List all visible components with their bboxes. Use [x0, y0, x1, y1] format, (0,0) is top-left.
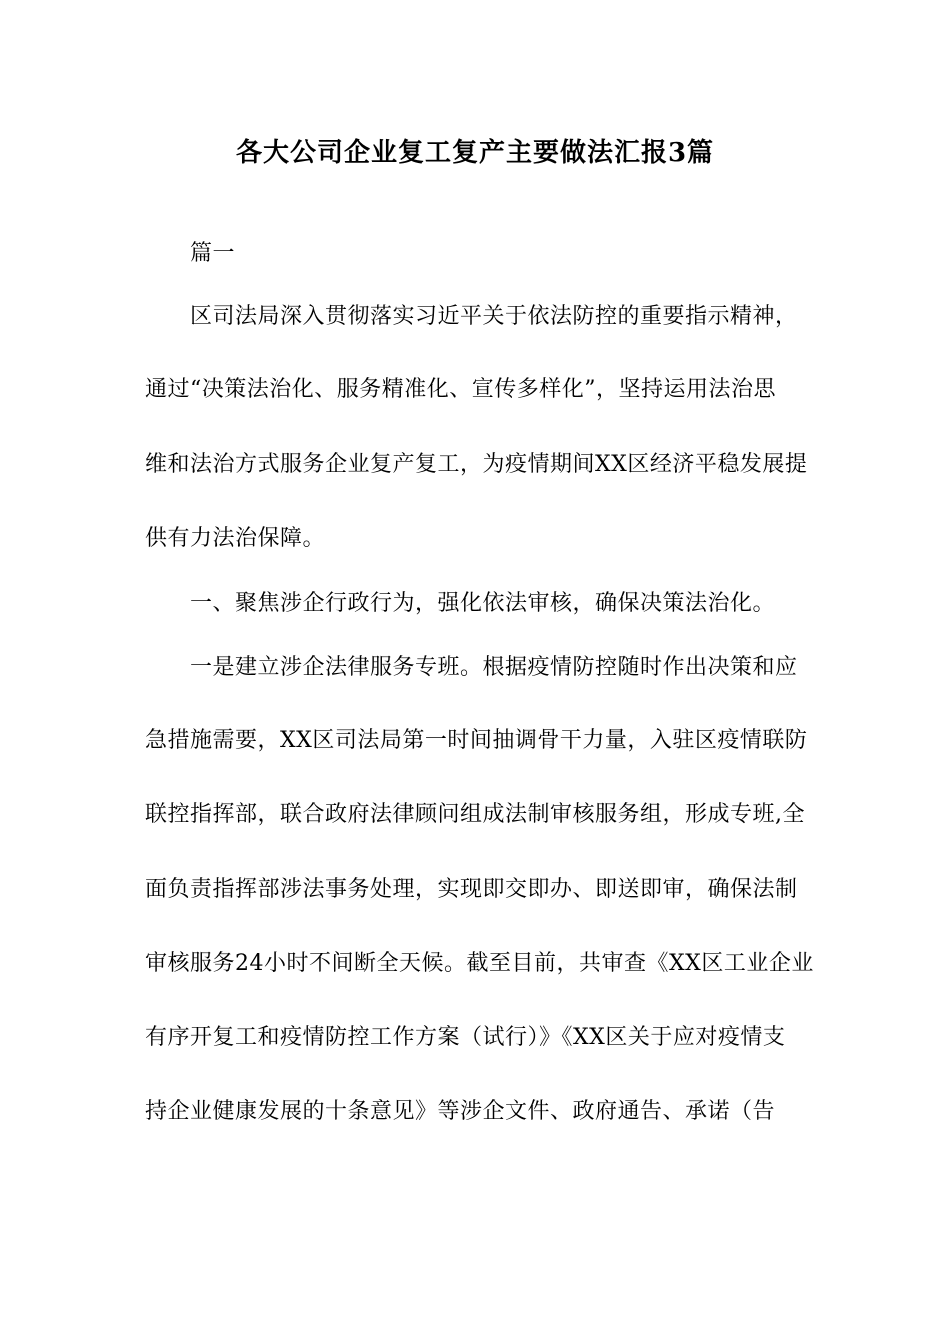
paragraph-line: 供有力法治保障。 — [145, 526, 326, 551]
paragraph-line: 联控指挥部，联合政府法律顾问组成法制审核服务组，形成专班,全 — [145, 802, 805, 827]
paragraph-line: 区司法局深入贯彻落实习近平关于依法防控的重要指示精神， — [190, 304, 798, 329]
paragraph-line: 持企业健康发展的十条意见》等涉企文件、政府通告、承诺（告 — [145, 1099, 776, 1124]
document-title: 各大公司企业复工复产主要做法汇报3篇 — [235, 138, 715, 168]
paragraph-line: 审核服务24小时不间断全天候。截至目前，共审查《XX区工业企业 — [145, 951, 814, 976]
paragraph-line: 有序开复工和疫情防控工作方案（试行）》《XX区关于应对疫情支 — [145, 1025, 786, 1050]
paragraph-line: 一是建立涉企法律服务专班。根据疫情防控随时作出决策和应 — [190, 655, 798, 680]
paragraph-line: 维和法治方式服务企业复产复工，为疫情期间XX区经济平稳发展提 — [145, 452, 808, 477]
section-heading: 一、聚焦涉企行政行为，强化依法审核，确保决策法治化。 — [190, 591, 776, 616]
paragraph-line: 面负责指挥部涉法事务处理，实现即交即办、即送即审，确保法制 — [145, 877, 798, 902]
paragraph-line: 急措施需要，XX区司法局第一时间抽调骨干力量，入驻区疫情联防 — [145, 728, 808, 753]
section-heading-part-one: 篇一 — [190, 241, 236, 266]
paragraph-line: 通过“决策法治化、服务精准化、宣传多样化”，坚持运用法治思 — [145, 377, 776, 402]
